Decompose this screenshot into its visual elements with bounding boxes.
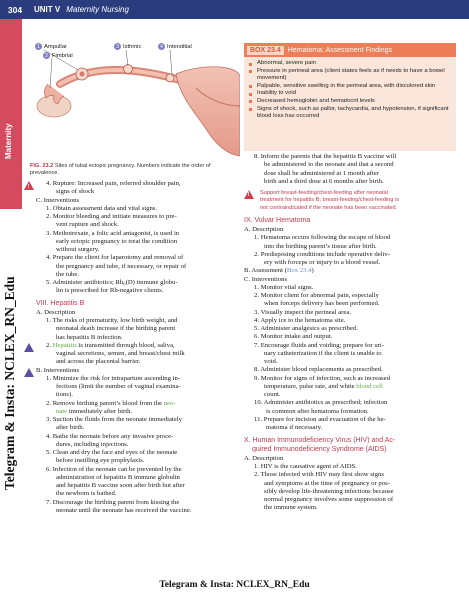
text-line: ery with forceps or injury to a blood vessel. bbox=[264, 259, 381, 267]
footer-watermark: Telegram & Insta: NCLEX_RN_Edu bbox=[159, 580, 310, 590]
page-number: 304 bbox=[7, 4, 23, 15]
text-line: B. Interventions bbox=[36, 367, 244, 375]
figure-caption-text: Sites of tubal ectopic pregnancy. Numbers indicate the order of prevalence. bbox=[30, 163, 211, 176]
text-line: tions). bbox=[56, 391, 73, 399]
neonate-link[interactable]: nate bbox=[56, 407, 68, 415]
text-line: neonate until the neonate has received the vaccine. bbox=[56, 506, 192, 514]
figure-ectopic-sites bbox=[30, 36, 240, 162]
text-line: 1. Hematoma occurs following the escape of blood bbox=[254, 234, 391, 242]
text-line: and symptoms at the time of pregnancy or pos- bbox=[264, 479, 390, 487]
section-tab-label: Maternity bbox=[4, 123, 13, 159]
box-list bbox=[244, 57, 456, 121]
text-line: 3. Suction the fluids from the neonate immediately bbox=[46, 416, 182, 423]
assessment-box bbox=[244, 43, 456, 151]
text-line: normal pregnancy involves some suppression of bbox=[264, 496, 394, 504]
caution-icon bbox=[244, 190, 254, 199]
text-line: be administered to the neonate and that a second bbox=[264, 161, 394, 169]
label-ampullar: 1 Ampullar bbox=[35, 43, 67, 50]
text-line: 4. Apply ice to the hematoma site. bbox=[254, 316, 346, 324]
transmission-icon bbox=[24, 343, 34, 352]
text-line: 2. Those infected with HIV may first show signs bbox=[254, 471, 384, 479]
text-line: after birth. bbox=[56, 424, 85, 432]
text-line: void. bbox=[264, 358, 278, 366]
text-line: the tube. bbox=[56, 270, 80, 278]
text-line: 10. Administer antibiotics as prescribed; infection bbox=[254, 399, 388, 407]
text-line: 2. Monitor bleeding and initiate measures to pre- bbox=[46, 213, 177, 220]
figure-caption bbox=[30, 163, 240, 177]
priority-icon bbox=[24, 181, 34, 190]
text-line: 2. Monitor client for abnormal pain, especially bbox=[254, 292, 379, 300]
text-line: 7. Encourage fluids and voiding; prepare for uri- bbox=[254, 341, 384, 349]
text-line: 5. Administer analgesics as prescribed. bbox=[254, 325, 358, 333]
text-line: 1. Minimize the risk for intrapartum ascending in- bbox=[46, 374, 181, 382]
text-line: signs of shock bbox=[56, 188, 95, 196]
text-line: has hepatitis B infection. bbox=[56, 333, 123, 341]
box-item: Abnormal, severe pain bbox=[249, 60, 452, 68]
text-line: the newborn is bathed. bbox=[56, 490, 117, 498]
text-line: 7. Discourage the birthing parent from kissing the bbox=[46, 498, 180, 506]
text-line: early ectopic pregnancy to treat the condition bbox=[56, 237, 178, 245]
text-line: 3. Visually inspect the perineal area. bbox=[254, 308, 351, 316]
box-item: Signs of shock, such as pallor, tachycardia, and hypotension, if significant blood loss has occurred bbox=[249, 106, 452, 121]
text-line: 4. Prepare the client for laparotomy and removal of bbox=[46, 254, 184, 262]
text-line: and hepatitis B vaccine soon after birth but after bbox=[56, 482, 185, 489]
text-line: 8. Inform the parents that the hepatitis B vaccine will bbox=[254, 153, 397, 160]
section-heading-vulvar-hematoma: IX. Vulvar Hematoma bbox=[244, 216, 311, 224]
text-line: fections (limit the number of vaginal examina- bbox=[56, 383, 181, 390]
text-line: 2. Hepatitis is transmitted through blood, saliva, bbox=[36, 342, 244, 350]
text-line: lin is prescribed for Rh-negative clients. bbox=[56, 287, 164, 295]
text-line: is common after hematoma formation. bbox=[266, 407, 369, 415]
text-line: the pregnancy and tube, if necessary, or repair of bbox=[56, 262, 187, 270]
blood-cell-link[interactable]: blood cell bbox=[356, 382, 383, 390]
box-item: Pressure in perineal area (client states feels as if needs to have a bowel movement) bbox=[249, 68, 452, 83]
text-line: administration of hepatitis B immune globulin bbox=[56, 473, 180, 481]
section-heading-hiv: X. Human Immunodeficiency Virus (HIV) and Ac- quired Immunodeficiency Syndrome (AIDS) bbox=[244, 437, 396, 453]
text-line: A. Description bbox=[244, 454, 284, 462]
text-line: C. Interventions bbox=[244, 275, 288, 283]
text-line: B. Assessment (Box 23.4) bbox=[244, 267, 314, 275]
text-line: A. Description bbox=[244, 226, 284, 234]
label-fimbrial: 2 Fimbrial bbox=[43, 52, 73, 59]
hepatitis-link[interactable]: Hepatitis bbox=[52, 341, 77, 349]
text-line: dose shall be administered at 1 month after bbox=[264, 169, 379, 177]
figure-number: FIG. 23.2 bbox=[30, 163, 54, 169]
text-line: 5. Clean and dry the face and eyes of the neonate bbox=[46, 449, 178, 456]
box-header bbox=[244, 43, 456, 57]
text-line: 2. Remove birthing parent’s blood from the neo- bbox=[46, 399, 176, 407]
text-line: C. Interventions bbox=[36, 196, 80, 204]
text-line: 3. Methotrexate, a folic acid antagonist, is used in bbox=[46, 229, 180, 237]
text-line: the immune system. bbox=[264, 504, 318, 512]
text-line: matoma if necessary. bbox=[266, 424, 323, 432]
left-column bbox=[36, 180, 244, 515]
text-line: A. Description bbox=[36, 308, 76, 316]
intervention-icon bbox=[24, 368, 34, 377]
text-line: ! 4. Rupture: Increased pain, referred shoulder pain, bbox=[36, 180, 244, 188]
section-tab bbox=[0, 19, 22, 209]
section-heading-hepatitis-b: VIII. Hepatitis B bbox=[36, 299, 85, 307]
text-line: 6. Infection of the neonate can be prevented by the bbox=[46, 465, 182, 473]
text-line: 6. Monitor intake and output. bbox=[254, 333, 333, 341]
unit-label: UNIT V bbox=[34, 5, 61, 14]
text-line: 2. Predisposing conditions include operative deliv- bbox=[254, 250, 390, 258]
text-line: temperature, pulse rate, and white blood cell bbox=[264, 382, 383, 390]
text-line: nate immediately after birth. bbox=[56, 407, 133, 415]
caution-note: ! Support breast-feeding/chest-feeding after neonatal treatment for hepatitis B; breast-feeding/chest-feeding is not contraindicated if the neonate has been vaccinated. bbox=[244, 190, 457, 212]
text-line: 5. Administer antibiotics; Rh₀(D) immune globu- bbox=[46, 279, 178, 286]
text-line: count. bbox=[264, 391, 281, 399]
text-line: and across the placental barrier. bbox=[56, 358, 141, 366]
box-title: Hematoma: Assessment Findings bbox=[287, 46, 393, 54]
right-column bbox=[244, 153, 457, 513]
box-item: Decreased hemoglobin and hematocrit levels bbox=[249, 98, 452, 106]
box-item: Inability to void bbox=[249, 90, 452, 98]
neonate-link[interactable]: neo- bbox=[163, 399, 176, 407]
text-line: nary catheterization if the client is unable to bbox=[264, 349, 382, 357]
text-line: 11. Prepare for incision and evacuation of the he- bbox=[254, 415, 386, 423]
text-line: 1. Monitor vital signs. bbox=[254, 283, 314, 291]
text-line: 1. Obtain assessment data and vital signs. bbox=[46, 204, 158, 212]
text-line: 1. The risks of prematurity, low birth weight, and bbox=[46, 317, 178, 324]
text-line: neonatal death increase if the birthing parent bbox=[56, 325, 176, 333]
text-line: birth and a third dose at 6 months after birth. bbox=[264, 177, 384, 185]
side-watermark: Telegram & Insta: NCLEX_RN_Edu bbox=[2, 276, 17, 490]
text-line: 4. Bathe the neonate before any invasive proce- bbox=[46, 432, 174, 440]
text-line: when forceps delivery has been performed. bbox=[264, 300, 380, 308]
header-title: Maternity Nursing bbox=[66, 5, 129, 14]
box-reference-link[interactable]: Box 23.4 bbox=[286, 267, 312, 275]
label-interstitial: 4 Interstitial bbox=[158, 43, 192, 50]
text-line: dures, including injections. bbox=[56, 440, 129, 448]
text-line: vaginal secretions, semen, and breast/chest milk bbox=[56, 350, 185, 357]
text-line: into the birthing parent’s tissue after birth. bbox=[264, 242, 377, 250]
text-line: sibly develop life-threatening infections because bbox=[264, 487, 394, 495]
text-line: 9. Monitor for signs of infection, such as increased bbox=[254, 374, 390, 382]
text-line: without surgery. bbox=[56, 246, 100, 253]
text-line: 8. Administer blood replacements as prescribed. bbox=[254, 366, 383, 374]
page-header bbox=[0, 0, 469, 19]
text-line: vent rupture and shock. bbox=[56, 221, 119, 229]
text-line: before instilling eye prophylaxis. bbox=[56, 457, 145, 465]
box-item: Palpable, sensitive swelling in the perineal area, with discolored skin bbox=[249, 83, 452, 91]
box-number: BOX 23.4 bbox=[247, 46, 284, 55]
label-isthmic: 3 Isthmic bbox=[114, 43, 141, 50]
text-line: 1. HIV is the causative agent of AIDS. bbox=[254, 463, 357, 471]
